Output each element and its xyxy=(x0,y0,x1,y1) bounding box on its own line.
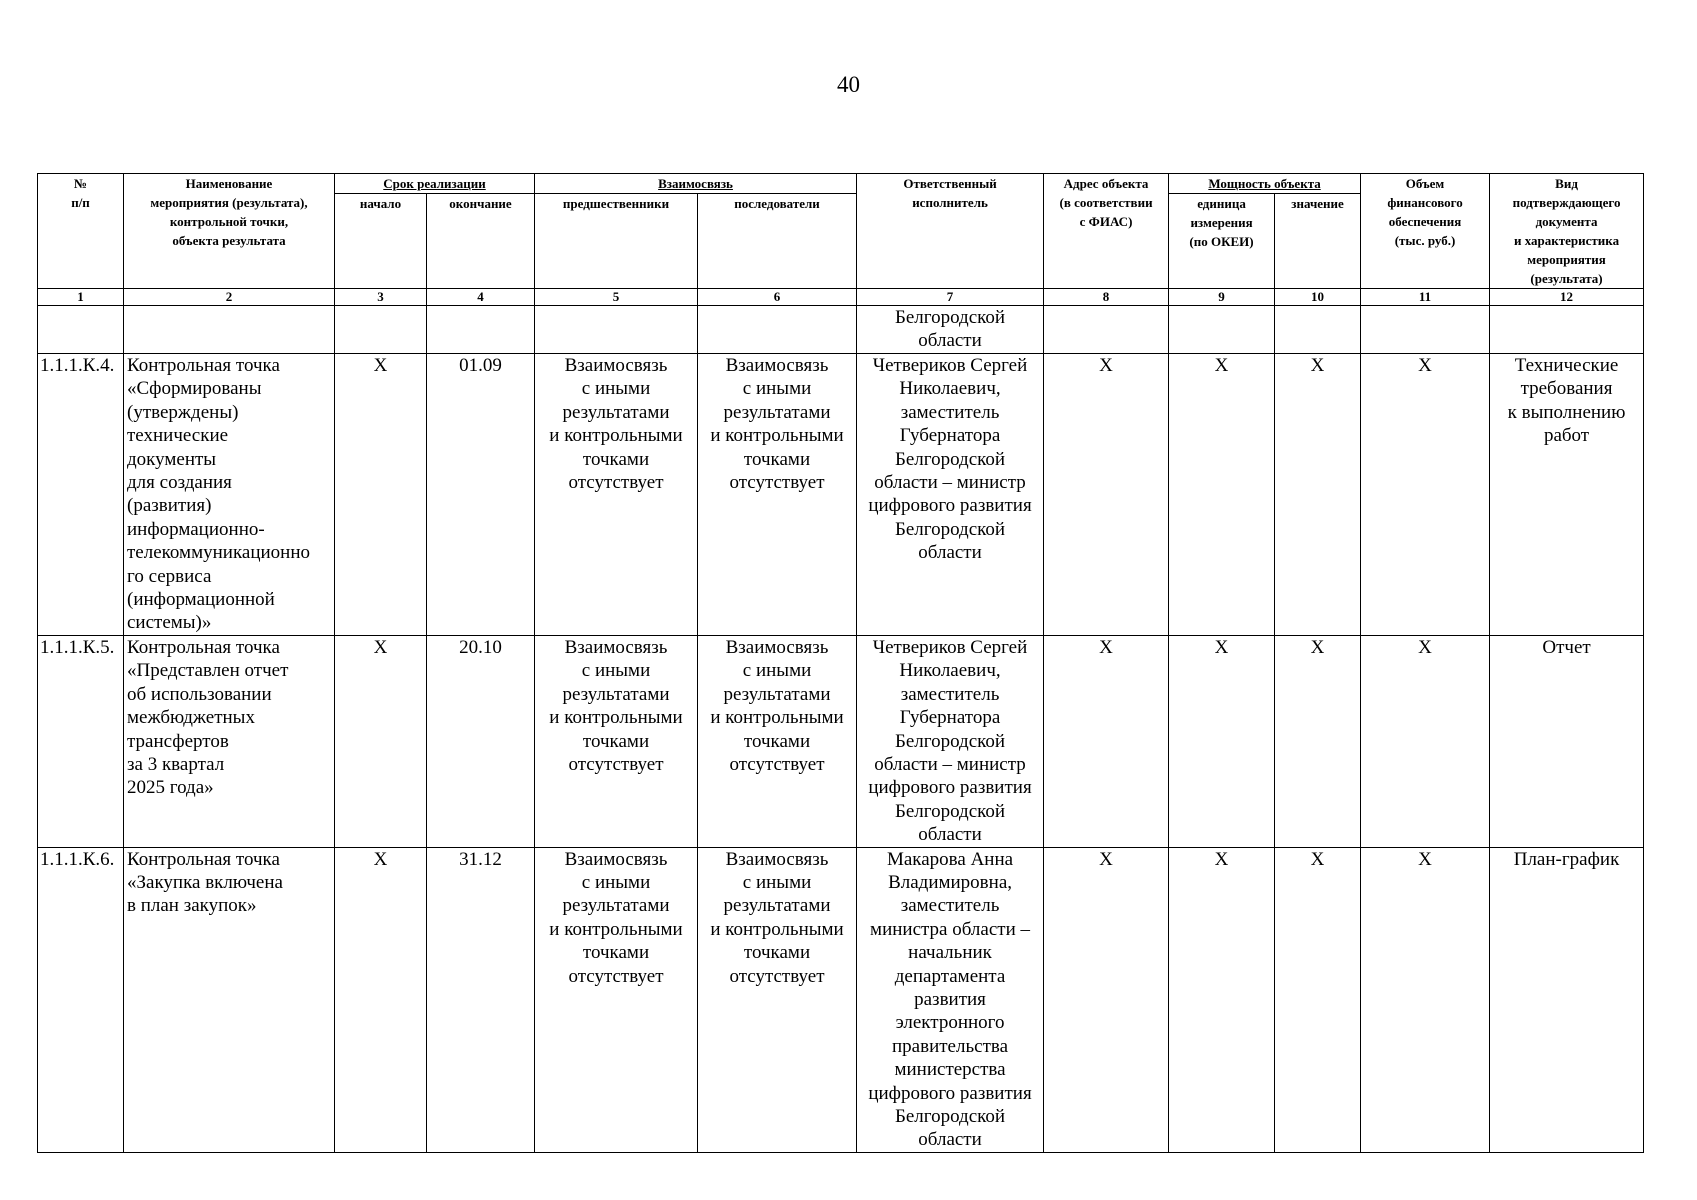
header-doc-type: Вид подтверждающего документа и характеристика мероприятия (результата) xyxy=(1490,174,1644,289)
cell-empty xyxy=(1361,306,1490,354)
cell-executor: Четвериков Сергей Николаевич, заместитель Губернатора Белгородской области – министр цифрового развития Белгородской области xyxy=(857,354,1044,636)
cell-end: 31.12 xyxy=(427,847,535,1152)
cell-value: X xyxy=(1275,847,1361,1152)
cell-address: X xyxy=(1044,635,1169,847)
cell-empty xyxy=(335,306,427,354)
cell-end: 20.10 xyxy=(427,635,535,847)
column-number: 9 xyxy=(1169,289,1275,306)
column-number: 4 xyxy=(427,289,535,306)
cell-unit: X xyxy=(1169,847,1275,1152)
plan-table xyxy=(37,173,1644,1153)
cell-successors: Взаимосвязь с иными результатами и контрольными точками отсутствует xyxy=(698,354,857,636)
cell-predecessors: Взаимосвязь с иными результатами и контрольными точками отсутствует xyxy=(535,847,698,1152)
cell-executor: Четвериков Сергей Николаевич, заместитель Губернатора Белгородской области – министр цифрового развития Белгородской области xyxy=(857,635,1044,847)
cell-empty xyxy=(535,306,698,354)
header-row-groups xyxy=(38,174,1644,194)
cell-start: X xyxy=(335,354,427,636)
header-successors: последователи xyxy=(698,194,857,289)
cell-executor: Макарова Анна Владимировна, заместитель министра области – начальник департамента развития электронного правительства министерства цифрового развития Белгородской области xyxy=(857,847,1044,1152)
header-executor: Ответственный исполнитель xyxy=(857,174,1044,289)
cell-empty xyxy=(1169,306,1275,354)
header-predecessors: предшественники xyxy=(535,194,698,289)
cell-name: Контрольная точка «Закупка включена в план закупок» xyxy=(124,847,335,1152)
cell-predecessors: Взаимосвязь с иными результатами и контрольными точками отсутствует xyxy=(535,635,698,847)
cell-unit: X xyxy=(1169,354,1275,636)
cell-code: 1.1.1.К.5. xyxy=(38,635,124,847)
table-row xyxy=(38,354,1644,636)
column-number: 11 xyxy=(1361,289,1490,306)
cell-address: X xyxy=(1044,354,1169,636)
cell-unit: X xyxy=(1169,635,1275,847)
cell-doc-type: План-график xyxy=(1490,847,1644,1152)
cell-empty xyxy=(1275,306,1361,354)
header-link-group: Взаимосвязь xyxy=(535,174,857,194)
cell-executor-carryover: Белгородской области xyxy=(857,306,1044,354)
column-number: 10 xyxy=(1275,289,1361,306)
header-name: Наименование мероприятия (результата), контрольной точки, объекта результата xyxy=(124,174,335,289)
column-number: 12 xyxy=(1490,289,1644,306)
table-row xyxy=(38,635,1644,847)
header-end: окончание xyxy=(427,194,535,289)
cell-predecessors: Взаимосвязь с иными результатами и контрольными точками отсутствует xyxy=(535,354,698,636)
cell-doc-type: Технические требования к выполнению работ xyxy=(1490,354,1644,636)
column-numbers-row xyxy=(38,289,1644,306)
cell-empty xyxy=(1490,306,1644,354)
column-number: 6 xyxy=(698,289,857,306)
cell-funding: X xyxy=(1361,635,1490,847)
header-address: Адрес объекта (в соответствии с ФИАС) xyxy=(1044,174,1169,289)
table-row-carryover xyxy=(38,306,1644,354)
cell-name: Контрольная точка «Сформированы (утверждены) технические документы для создания (развития) информационно- телекоммуникационно го сервиса (информационной системы)» xyxy=(124,354,335,636)
cell-empty xyxy=(427,306,535,354)
cell-funding: X xyxy=(1361,847,1490,1152)
cell-name: Контрольная точка «Представлен отчет об использовании межбюджетных трансфертов за 3 квартал 2025 года» xyxy=(124,635,335,847)
column-number: 3 xyxy=(335,289,427,306)
cell-end: 01.09 xyxy=(427,354,535,636)
table-row xyxy=(38,847,1644,1152)
cell-funding: X xyxy=(1361,354,1490,636)
cell-doc-type: Отчет xyxy=(1490,635,1644,847)
header-start: начало xyxy=(335,194,427,289)
cell-successors: Взаимосвязь с иными результатами и контрольными точками отсутствует xyxy=(698,847,857,1152)
cell-value: X xyxy=(1275,635,1361,847)
header-num: № п/п xyxy=(38,174,124,289)
cell-code: 1.1.1.К.6. xyxy=(38,847,124,1152)
cell-empty xyxy=(38,306,124,354)
cell-value: X xyxy=(1275,354,1361,636)
cell-empty xyxy=(1044,306,1169,354)
cell-code: 1.1.1.К.4. xyxy=(38,354,124,636)
cell-empty xyxy=(124,306,335,354)
cell-start: X xyxy=(335,635,427,847)
header-capacity-group: Мощность объекта xyxy=(1169,174,1361,194)
header-unit: единица измерения (по ОКЕИ) xyxy=(1169,194,1275,289)
header-funding: Объем финансового обеспечения (тыс. руб.) xyxy=(1361,174,1490,289)
header-term-group: Срок реализации xyxy=(335,174,535,194)
cell-successors: Взаимосвязь с иными результатами и контрольными точками отсутствует xyxy=(698,635,857,847)
cell-start: X xyxy=(335,847,427,1152)
cell-empty xyxy=(698,306,857,354)
column-number: 7 xyxy=(857,289,1044,306)
column-number: 1 xyxy=(38,289,124,306)
column-number: 8 xyxy=(1044,289,1169,306)
page-number: 40 xyxy=(837,72,860,97)
column-number: 5 xyxy=(535,289,698,306)
cell-address: X xyxy=(1044,847,1169,1152)
header-value: значение xyxy=(1275,194,1361,289)
column-number: 2 xyxy=(124,289,335,306)
